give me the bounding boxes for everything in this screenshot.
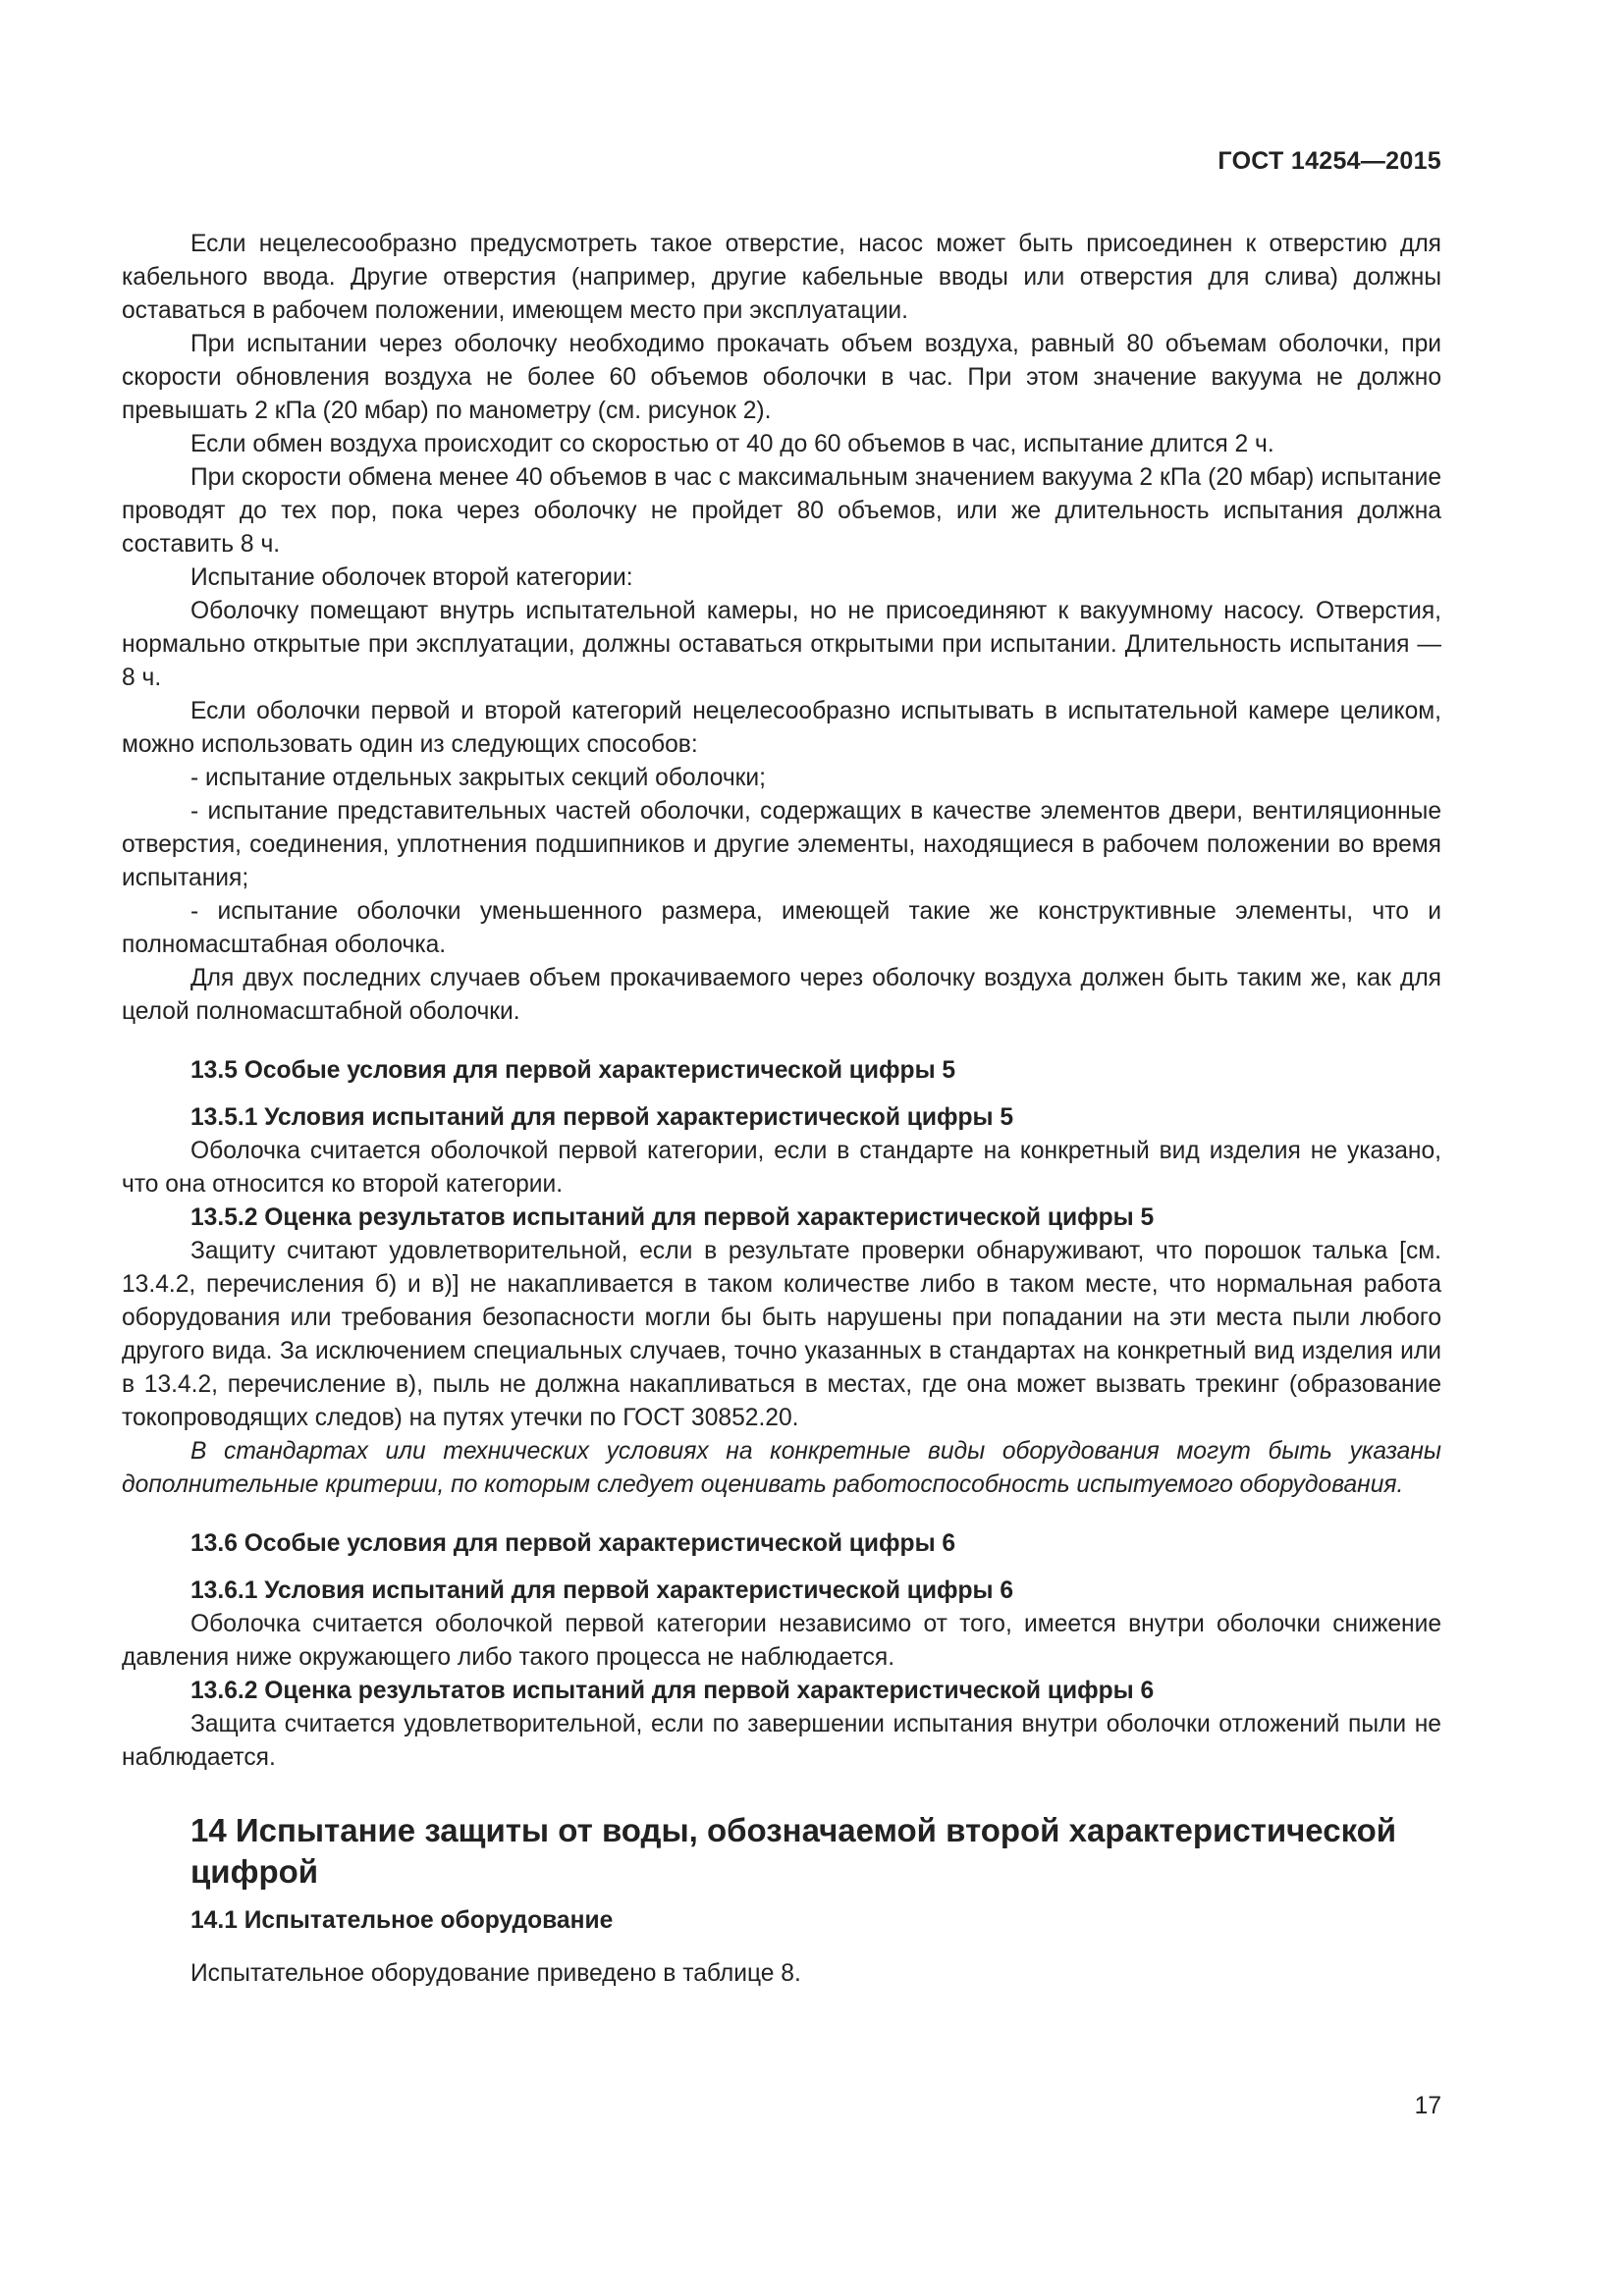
paragraph: Защита считается удовлетворительной, если по завершении испытания внутри оболочки отложений пыли не наблюдается. xyxy=(122,1711,1441,1771)
paragraph: Оболочка считается оболочкой первой категории, если в стандарте на конкретный вид изделия не указано, что она относится ко второй категории. xyxy=(122,1138,1441,1198)
section-heading-13-5: 13.5 Особые условия для первой характеристической цифры 5 xyxy=(190,1057,956,1084)
page-number: 17 xyxy=(1414,2093,1441,2119)
paragraph: При испытании через оболочку необходимо прокачать объем воздуха, равный 80 объемам оболочки, при скорости обновления воздуха не более 60 объемов оболочки в час. При этом значение вакуума не должно превышать 2 кПа (20 мбар) по манометру (см. рисунок 2). xyxy=(122,331,1441,424)
subsection-heading-13-6-2: 13.6.2 Оценка результатов испытаний для первой характеристической цифры 6 xyxy=(190,1678,1155,1704)
document-code-header: ГОСТ 14254—2015 xyxy=(1218,147,1441,175)
subsection-heading-13-5-1: 13.5.1 Условия испытаний для первой характеристической цифры 5 xyxy=(190,1104,1014,1131)
paragraph: Оболочка считается оболочкой первой категории независимо от того, имеется внутри оболочки снижение давления ниже окружающего либо такого процесса не наблюдается. xyxy=(122,1611,1441,1671)
paragraph: Если оболочки первой и второй категорий нецелесообразно испытывать в испытательной камере целиком, можно использовать один из следующих способов: xyxy=(122,698,1441,758)
paragraph: Испытание оболочек второй категории: xyxy=(190,564,633,591)
section-heading-14: 14 Испытание защиты от воды, обозначаемой второй характеристической цифрой xyxy=(190,1812,1397,1890)
paragraph: Если обмен воздуха происходит со скоростью от 40 до 60 объемов в час, испытание длится 2 ч. xyxy=(190,431,1274,457)
paragraph: Оболочку помещают внутрь испытательной камеры, но не присоединяют к вакуумному насосу. Отверстия, нормально открытые при эксплуатации, должны оставаться открытыми при испытании. Длительность испытания — 8 ч. xyxy=(122,598,1441,691)
subsection-heading-13-5-2: 13.5.2 Оценка результатов испытаний для первой характеристической цифры 5 xyxy=(190,1204,1155,1231)
list-item: - испытание отдельных закрытых секций оболочки; xyxy=(190,765,766,791)
document-body xyxy=(122,228,1441,1991)
section-heading-13-6: 13.6 Особые условия для первой характеристической цифры 6 xyxy=(190,1530,956,1557)
subsection-heading-13-6-1: 13.6.1 Условия испытаний для первой характеристической цифры 6 xyxy=(190,1577,1014,1604)
paragraph: Для двух последних случаев объем прокачиваемого через оболочку воздуха должен быть таким же, как для целой полномасштабной оболочки. xyxy=(122,965,1441,1025)
subsection-heading-14-1: 14.1 Испытательное оборудование xyxy=(190,1907,614,1934)
paragraph: Испытательное оборудование приведено в таблице 8. xyxy=(190,1960,801,1987)
paragraph: Если нецелесообразно предусмотреть такое отверстие, насос может быть присоединен к отверстию для кабельного ввода. Другие отверстия (например, другие кабельные вводы или отверстия для слива) должны оставаться в рабочем положении, имеющем место при эксплуатации. xyxy=(122,231,1441,324)
paragraph: Защиту считают удовлетворительной, если в результате проверки обнаруживают, что порошок талька [см. 13.4.2, перечисления б) и в)] не накапливается в таком количестве либо в таком месте, что нормальная работа оборудования или требования безопасности могли бы быть нарушены при попадании на эти места пыли любого другого вида. За исключением специальных случаев, точно указанных в стандартах на конкретный вид изделия или в 13.4.2, перечисление в), пыль не должна накапливаться в местах, где она может вызвать трекинг (образование токопроводящих следов) на путях утечки по ГОСТ 30852.20. xyxy=(122,1238,1441,1431)
list-item: - испытание представительных частей оболочки, содержащих в качестве элементов двери, вентиляционные отверстия, соединения, уплотнения подшипников и другие элементы, находящиеся в рабочем положении во время испытания; xyxy=(122,798,1441,891)
paragraph: При скорости обмена менее 40 объемов в час с максимальным значением вакуума 2 кПа (20 мбар) испытание проводят до тех пор, пока через оболочку не пройдет 80 объемов, или же длительность испытания должна составить 8 ч. xyxy=(122,464,1441,558)
list-item: - испытание оболочки уменьшенного размера, имеющей такие же конструктивные элементы, что и полномасштабная оболочка. xyxy=(122,898,1441,958)
italic-note: В стандартах или технических условиях на конкретные виды оборудования могут быть указаны дополнительные критерии, по которым следует оценивать работоспособность испытуемого оборудования. xyxy=(122,1438,1441,1498)
